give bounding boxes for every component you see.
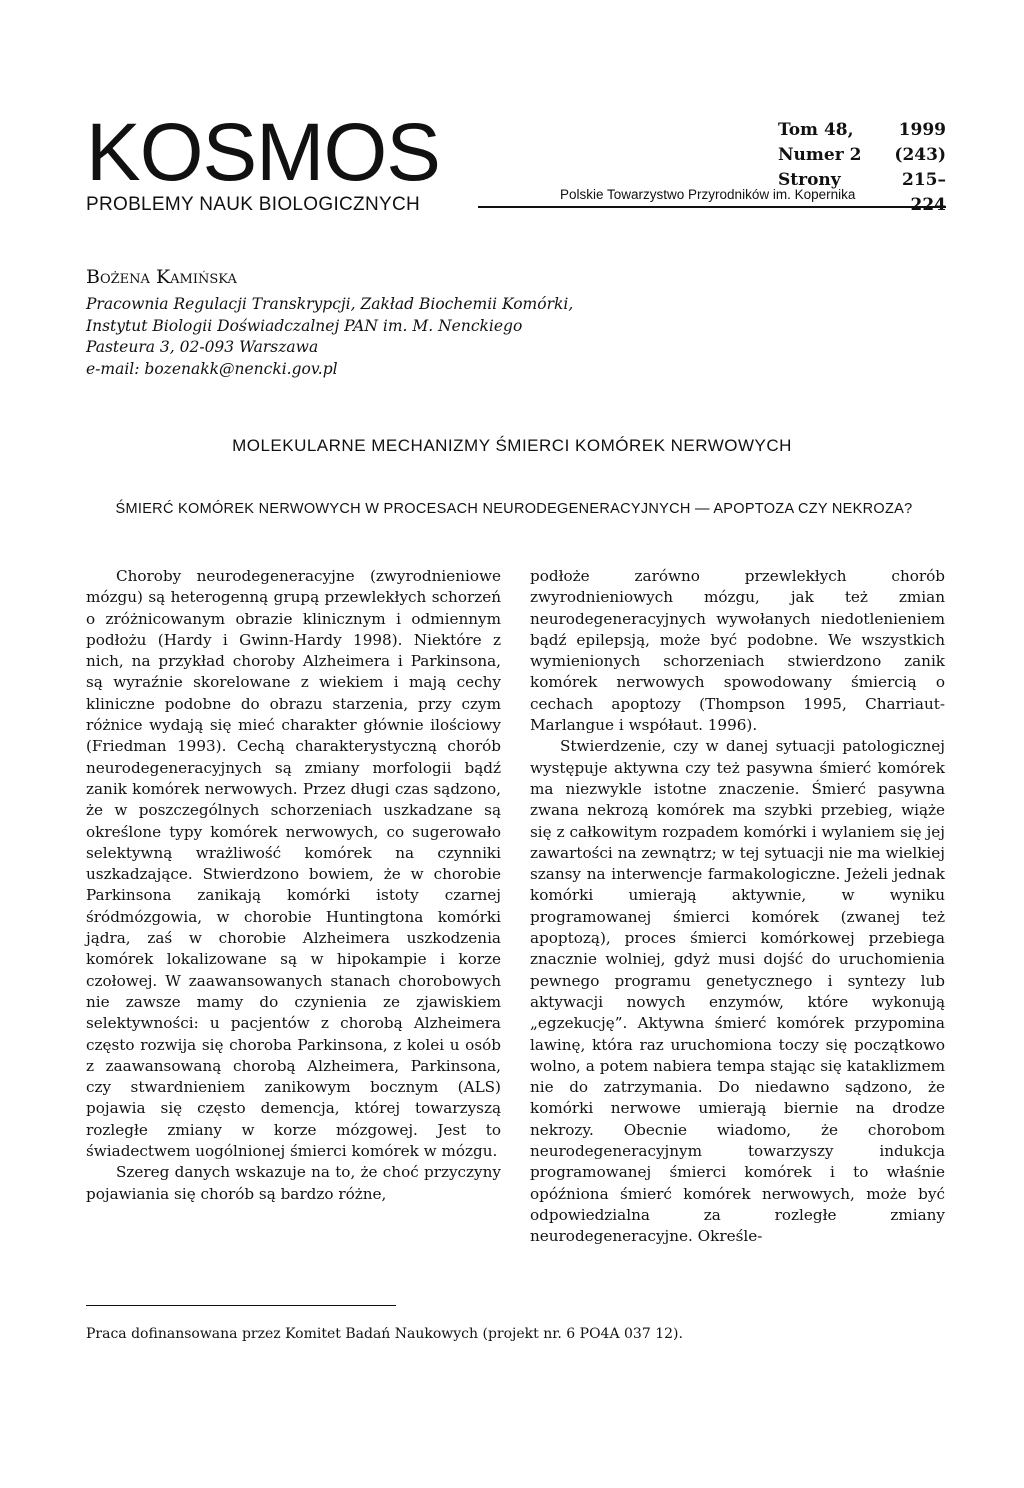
society-name: Polskie Towarzystwo Przyrodników im. Kopernika (560, 187, 856, 202)
footnote: Praca dofinansowana przez Komitet Badań Naukowych (projekt nr. 6 PO4A 037 12). (86, 1326, 683, 1342)
author-name: Bożena Kamińska (86, 266, 237, 288)
journal-logo (86, 107, 440, 216)
paragraph: Choroby neurodegeneracyjne (zwyrodnieniowe mózgu) są heterogenną grupą przewlekłych schorzeń o zróżnicowanym obrazie klinicznym i odmiennym podłożu (Hardy i Gwinn-Hardy 1998). Niektóre z nich, na przykład choroby Alzheimera i Parkinsona, są wyraźnie skorelowane z wiekiem i mają cechy kliniczne podobne do obrazu starzenia, przy czym różnice wydają się mieć charakter głównie ilościowy (Friedman 1993). Cechą charakterystyczną chorób neurodegeneracyjnych są zmiany morfologii bądź zanik komórek nerwowych. Przez długi czas sądzono, że w poszczególnych schorzeniach uszkadzane są określone typy komórek nerwowych, co sugerowało selektywną wrażliwość komórek na czynniki uszkadzające. Stwierdzono bowiem, że w chorobie Parkinsona zanikają komórki istoty czarnej śródmózgowia, w chorobie Huntingtona komórki jądra, zaś w chorobie Alzheimera uszkodzenia komórek lokalizowane są w hipokampie i korze czołowej. W zaawansowanych stanach chorobowych nie zawsze mamy do czynienia ze zjawiskiem selektywności: u pacjentów z chorobą Alzheimera często rozwija się choroba Parkinsona, z kolei u osób z zaawansowaną chorobą Alzheimera, Parkinsona, czy stwardnieniem zanikowym bocznym (ALS) pojawia się często demencja, której towarzyszą rozległe zmiany w korze mózgowej. Jest to świadectwem uogólnionej śmierci komórek w mózgu. (86, 567, 501, 1161)
year: 1999 (898, 120, 946, 140)
pages-label: Strony (778, 170, 841, 190)
left-column (86, 566, 501, 1205)
affiliation-line: Instytut Biologii Doświadczalnej PAN im. M. Nenckiego (86, 316, 523, 335)
author-block (86, 264, 573, 380)
paragraph: podłoże zarówno przewlekłych chorób zwyrodnieniowych mózgu, jak też zmian neurodegeneracyjnych wywołanych niedotlenieniem bądź epilepsją, może być podobne. We wszystkich wymienionych schorzeniach stwierdzono zanik komórek nerwowych spowodowany śmiercią o cechach apoptozy (Thompson 1995, Charriaut-Marlangue i współaut. 1996). (530, 567, 945, 735)
article-title: MOLEKULARNE MECHANIZMY ŚMIERCI KOMÓREK NERWOWYCH (232, 436, 792, 455)
paragraph: Szereg danych wskazuje na to, że choć przyczyny pojawiania się chorób są bardzo różne, (86, 1163, 501, 1203)
issue-label: Numer 2 (778, 145, 862, 165)
author-email: e-mail: bozenakk@nencki.gov.pl (86, 359, 338, 378)
pages: 215–224 (902, 170, 946, 215)
volume-label: Tom 48, (778, 120, 854, 140)
affiliation-line: Pasteura 3, 02-093 Warszawa (86, 338, 319, 356)
paragraph: Stwierdzenie, czy w danej sytuacji patologicznej występuje aktywna czy też pasywna śmierć komórek ma niezwykle istotne znaczenie. Śmierć pasywna zwana nekrozą komórek ma szybki przebieg, wiąże się z całkowitym rozpadem komórki i wylaniem się jej zawartości na zewnątrz; w tej sytuacji nie ma wielkiej szansy na interwencje farmakologiczne. Jeżeli jednak komórki umierają aktywnie, w wyniku programowanej śmierci komórek (zwanej też apoptozą), proces śmierci komórkowej przebiega znacznie wolniej, gdyż musi dojść do uruchomienia pewnego programu genetycznego i syntezy lub aktywacji nowych enzymów, które wykonują „egzekucję”. Aktywna śmierć komórek przypomina lawinę, która raz uruchomiona toczy się początkowo wolno, a potem nabiera tempa stając się kataklizmem nie do zatrzymania. Do niedawno sądzono, że komórki nerwowe umierają biernie na drodze nekrozy. Obecnie wiadomo, że chorobom neurodegeneracyjnym towarzyszy indukcja programowanej śmierci komórek i to właśnie opóźniona śmierć komórek nerwowych, może być odpowiedzialna za rozległe zmiany neurodegeneracyjne. Określe- (530, 737, 945, 1246)
issue-number: (243) (894, 145, 946, 165)
right-column (530, 566, 945, 1248)
affiliation-line: Pracownia Regulacji Transkrypcji, Zakład Biochemii Komórki, (86, 295, 574, 313)
journal-name: KOSMOS (86, 107, 440, 198)
footnote-rule (86, 1305, 396, 1306)
journal-subtitle: PROBLEMY NAUK BIOLOGICZNYCH (86, 194, 420, 215)
section-title: ŚMIERĆ KOMÓREK NERWOWYCH W PROCESACH NEURODEGENERACYJNYCH — APOPTOZA CZY NEKROZA? (115, 501, 913, 517)
